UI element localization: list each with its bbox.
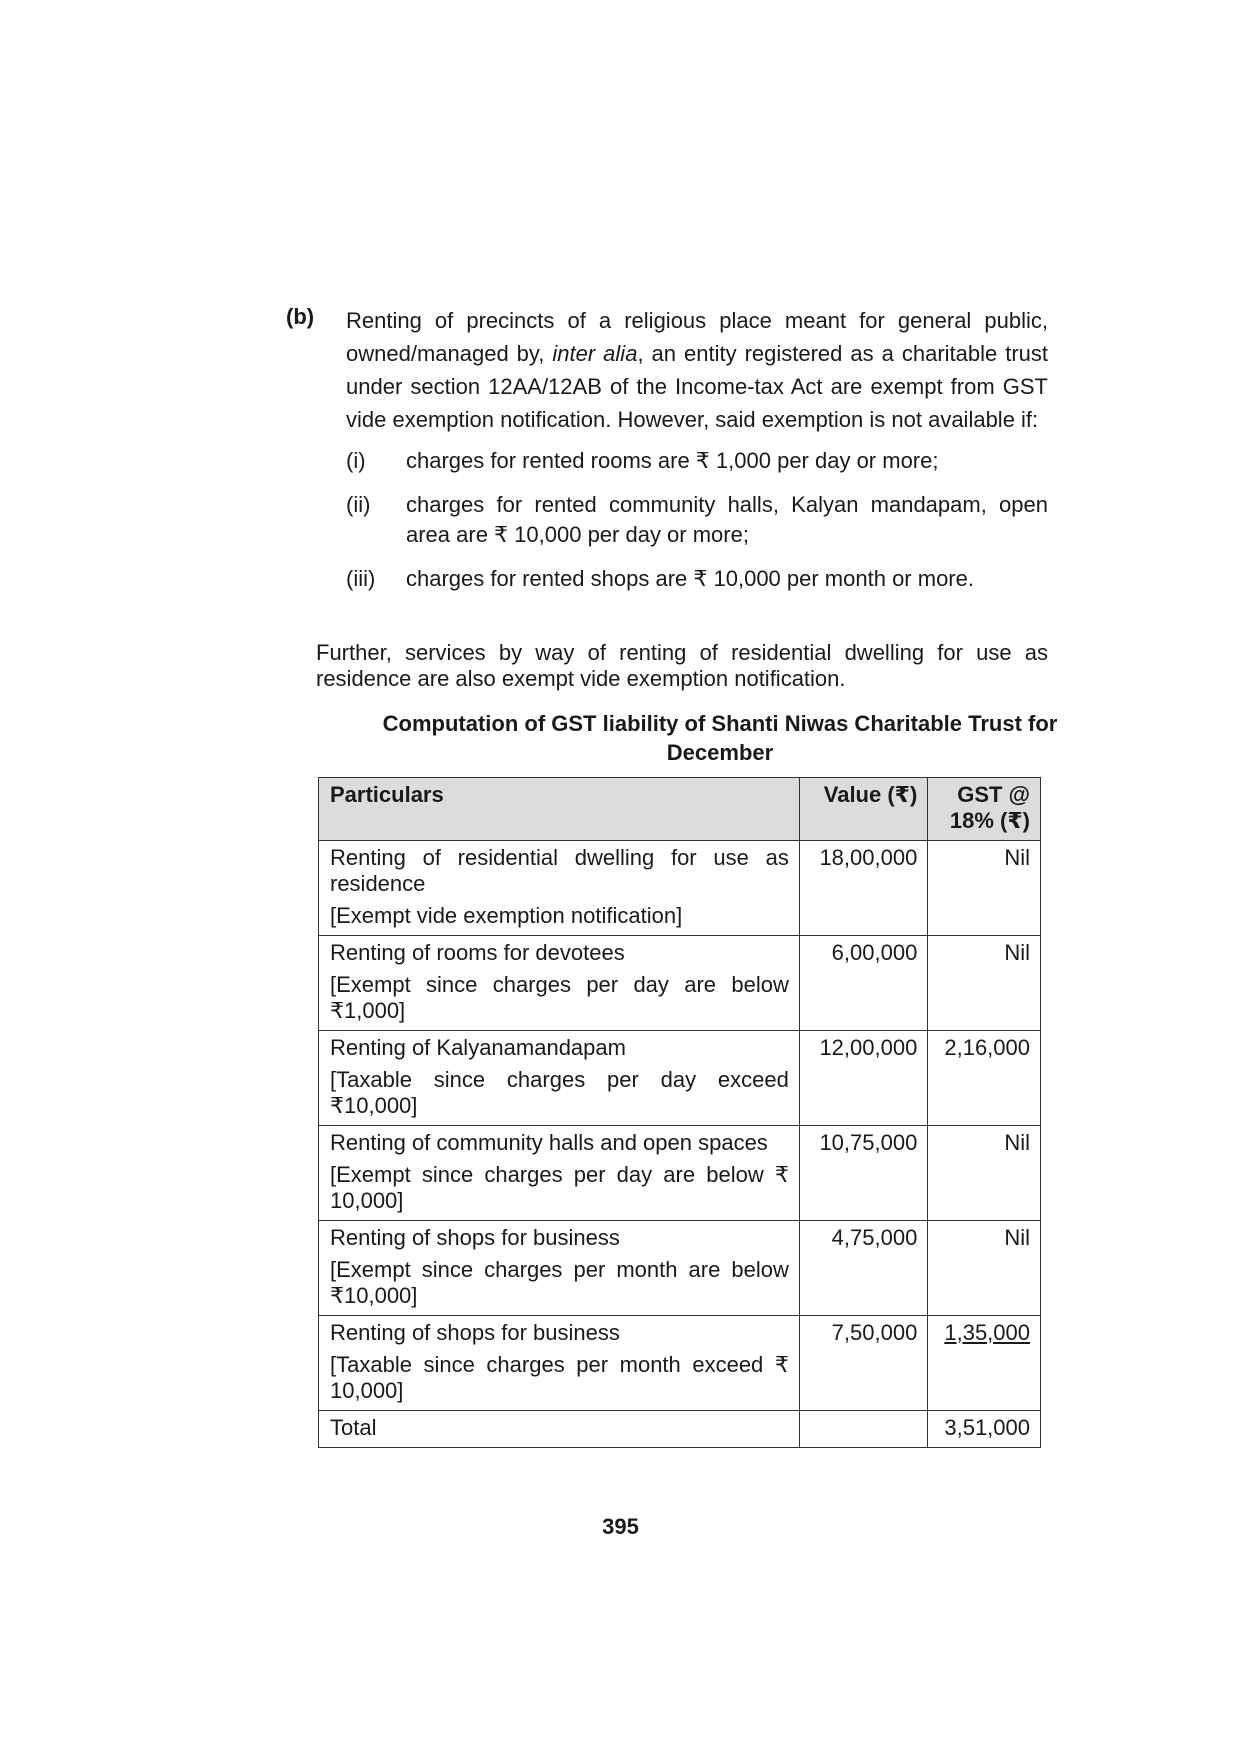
conditions-list [346,446,1048,594]
condition-number: (ii) [346,492,371,517]
row-description: Renting of residential dwelling for use as residence [330,845,789,896]
table-row [319,936,1041,1031]
row-description: Renting of Kalyanamandapam [330,1035,626,1060]
total-gst-cell: 3,51,000 [928,1411,1041,1448]
row-description: Renting of shops for business [330,1320,620,1345]
table-row [319,1031,1041,1126]
table-row [319,1126,1041,1221]
value-cell: 12,00,000 [799,1031,927,1126]
row-note: [Taxable since charges per day exceed ₹10,000] [330,1067,789,1118]
value-cell: 18,00,000 [799,841,927,936]
gst-cell: Nil [928,841,1041,936]
row-description: Renting of rooms for devotees [330,940,625,965]
value-cell: 10,75,000 [799,1126,927,1221]
row-description: Renting of shops for business [330,1225,620,1250]
header-particulars: Particulars [319,778,800,841]
header-value: Value (₹) [799,778,927,841]
table-row [319,1316,1041,1411]
row-note: [Exempt since charges per day are below ₹1,000] [330,972,789,1023]
underlined-gst-value: 1,35,000 [944,1320,1030,1345]
row-description: Renting of community halls and open spaces [330,1130,768,1155]
page-number: 395 [602,1514,639,1539]
italic-phrase: inter alia [552,341,638,366]
row-note: [Taxable since charges per month exceed ₹ 10,000] [330,1352,789,1403]
table-row [319,1221,1041,1316]
particulars-cell [319,1221,800,1316]
row-note: [Exempt since charges per day are below ₹ 10,000] [330,1162,789,1213]
condition-number: (i) [346,448,366,473]
gst-computation-table [318,777,1041,1448]
particulars-cell [319,1031,800,1126]
section-paragraph: Renting of precincts of a religious place meant for general public, owned/managed by, inter alia, an entity registered as a charitable trust under section 12AA/12AB of the Income-tax Act are exempt from GST vide exemption notification. However, said exemption is not available if: [346,308,1049,432]
particulars-cell [319,936,800,1031]
table-title: Computation of GST liability of Shanti Niwas Charitable Trust for December [382,711,1058,765]
table-row [319,841,1041,936]
gst-cell: 2,16,000 [928,1031,1041,1126]
section-b [286,304,1048,608]
header-gst: GST @ 18% (₹) [928,778,1041,841]
section-label: (b) [286,304,315,329]
value-cell: 7,50,000 [799,1316,927,1411]
condition-text: charges for rented rooms are ₹ 1,000 per day or more; [406,448,939,473]
condition-item [346,490,1048,550]
particulars-cell [319,1316,800,1411]
condition-item [346,564,1048,594]
particulars-cell [319,1126,800,1221]
gst-cell: Nil [928,1126,1041,1221]
condition-number: (iii) [346,566,376,591]
total-label: Total [319,1411,800,1448]
gst-cell: Nil [928,1221,1041,1316]
particulars-cell [319,841,800,936]
total-value-cell [799,1411,927,1448]
table-header-row [319,778,1041,841]
condition-text: charges for rented community halls, Kalyan mandapam, open area are ₹ 10,000 per day or more; [406,492,1048,547]
value-cell: 6,00,000 [799,936,927,1031]
row-note: [Exempt since charges per month are below ₹10,000] [330,1257,789,1308]
value-cell: 4,75,000 [799,1221,927,1316]
total-row [319,1411,1041,1448]
condition-item [346,446,1048,476]
row-note: [Exempt vide exemption notification] [330,903,683,928]
condition-text: charges for rented shops are ₹ 10,000 per month or more. [406,566,974,591]
further-paragraph: Further, services by way of renting of residential dwelling for use as residence are also exempt vide exemption notification. [316,640,1048,691]
gst-cell: Nil [928,936,1041,1031]
gst-cell [928,1316,1041,1411]
